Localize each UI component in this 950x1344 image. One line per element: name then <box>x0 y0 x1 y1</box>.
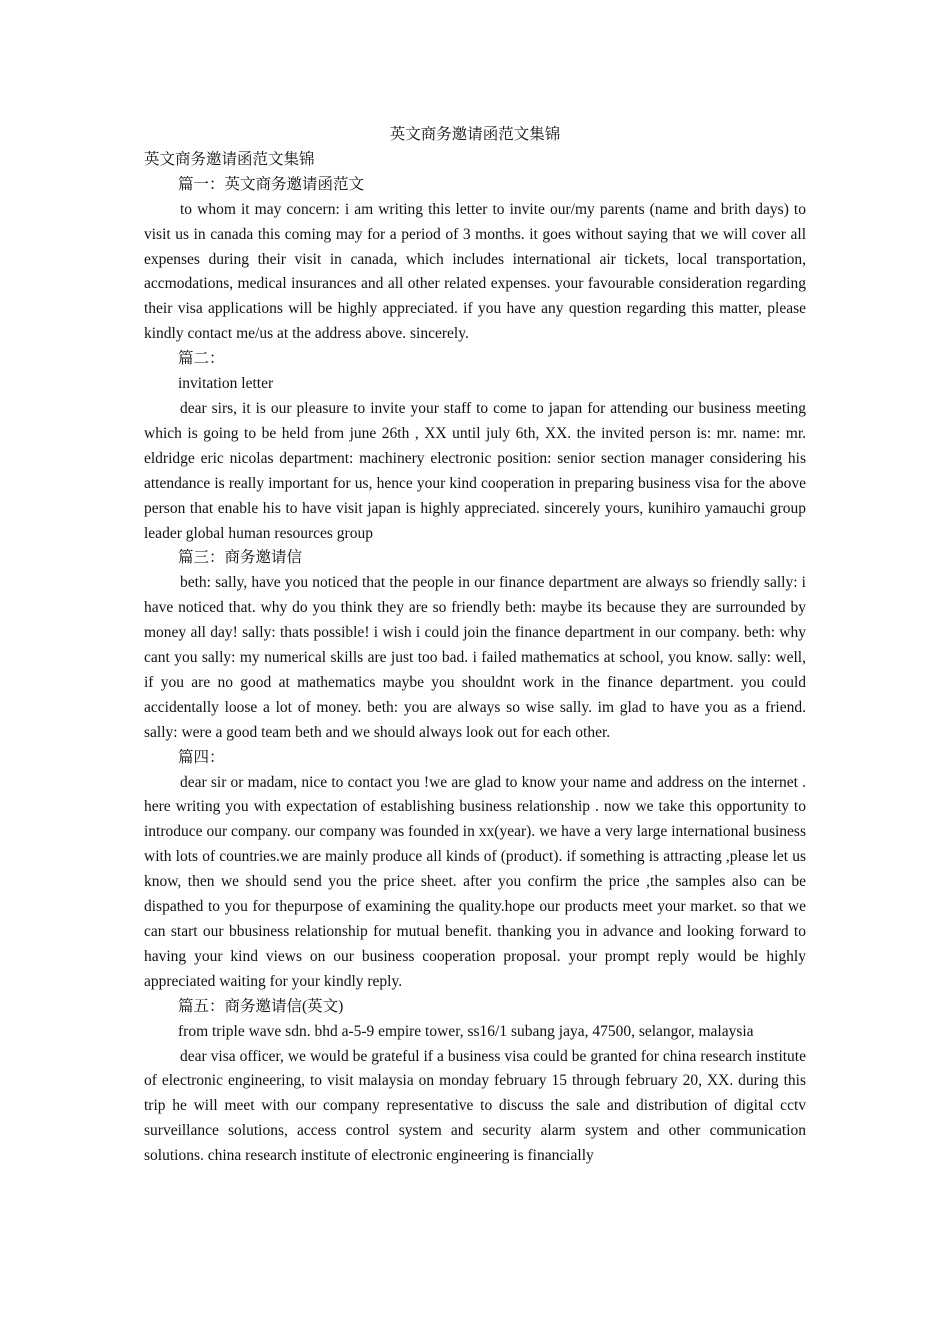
document-title: 英文商务邀请函范文集锦 <box>389 126 561 143</box>
section-heading: 篇五：商务邀请信(英文) <box>178 997 344 1015</box>
section-line: invitation letter <box>178 375 274 393</box>
section-paragraph: to whom it may concern: i am writing this letter to invite our/my parents (name and brith days) to visit us in canada this coming may for a period of 3 months. it goes without saying that we will cover all expenses during their visit in canada, which includes international air tickets, local transportation, accmodations, medical insurances and all other related expenses. your favourable consideration regarding their visa applications will be highly appreciated. if you have any question regarding this matter, please kindly contact me/us at the address above. sincerely. <box>144 200 806 343</box>
section-paragraph: dear sirs, it is our pleasure to invite your staff to come to japan for attending our business meeting which is going to be held from june 26th , XX until july 6th, XX. the invited person is: mr. name: mr. eldridge eric nicolas department: machinery electronic position: senior section manager considering his attendance is really important for us, hence your kind cooperation in preparing business visa for the above person that enable his to have visit japan is highly appreciated. sincerely yours, kunihiro yamauchi group leader global human resources group <box>144 399 806 542</box>
section-line: from triple wave sdn. bhd a-5-9 empire tower, ss16/1 subang jaya, 47500, selangor, malaysia <box>178 1022 754 1040</box>
document-subtitle: 英文商务邀请函范文集锦 <box>144 150 315 168</box>
section-heading: 篇二： <box>178 350 225 368</box>
section-paragraph: dear sir or madam, nice to contact you !we are glad to know your name and address on the internet . here writing you with expectation of establishing business relationship . now we take this opportunity to introduce our company. our company was founded in xx(year). we have a very large international business with lots of countries.we are mainly produce all kinds of (product). if something is attracting ,please let us know, then we should send you the price sheet. after you confirm the price ,the samples also can be dispathed to you for thepurpose of examining the quality.hope our products meet your market. so that we can start our bbusiness relationship for mutual benefit. thanking you in advance and looking forward to having your kind views on our business cooperation proposal. your prompt reply would be highly appreciated waiting for your kindly reply. <box>144 773 806 990</box>
section-heading: 篇一：英文商务邀请函范文 <box>178 175 365 193</box>
document-page <box>144 123 806 1169</box>
section-paragraph: beth: sally, have you noticed that the people in our finance department are always so friendly sally: i have noticed that. why do you think they are so friendly beth: maybe its because they are surrounded by money all day! sally: thats possible! i wish i could join the finance department in our company. beth: why cant you sally: my numerical skills are just too bad. i failed mathematics at school, you know. sally: well, if you are no good at mathematics maybe you shouldnt work in the finance department. you could accidentally loose a lot of money. beth: you are always so wise sally. im glad to have you as a friend. sally: were a good team beth and we should always look out for each other. <box>144 574 806 741</box>
section-heading: 篇四： <box>178 748 225 766</box>
section-heading: 篇三：商务邀请信 <box>178 549 303 567</box>
section-paragraph: dear visa officer, we would be grateful if a business visa could be granted for china research institute of electronic engineering, to visit malaysia on monday february 15 through february 20, XX. during this trip he will meet with our company representative to discuss the sale and distribution of digital cctv surveillance solutions, access control system and security alarm system and other communication solutions. china research institute of electronic engineering is financially <box>144 1047 806 1165</box>
